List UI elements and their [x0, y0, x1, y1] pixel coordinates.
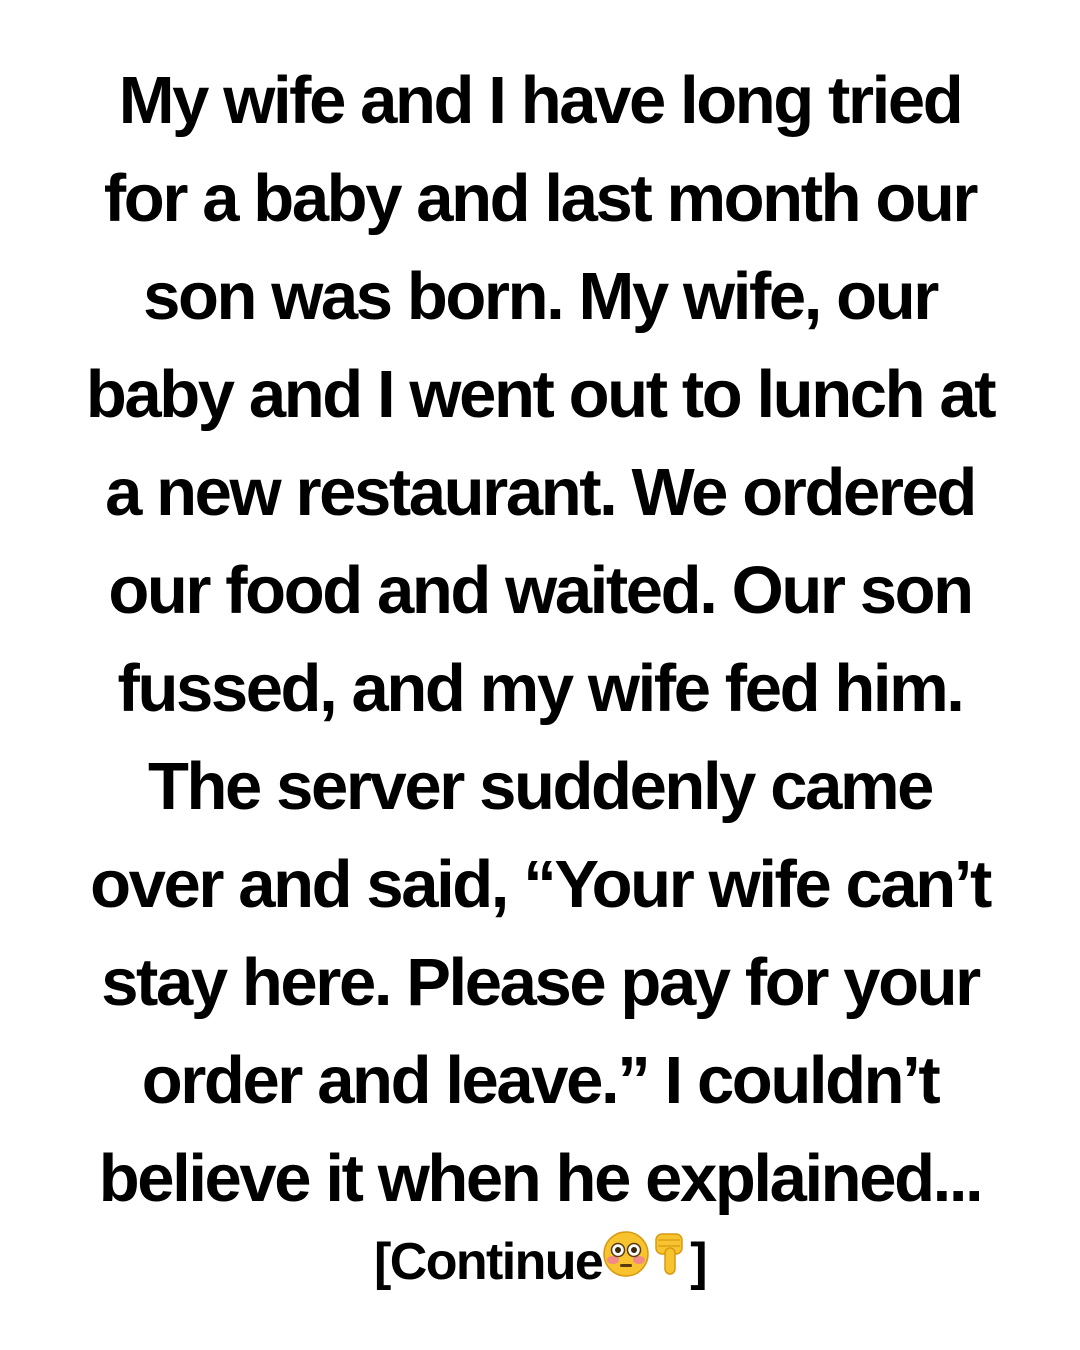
close-bracket: ]	[690, 1233, 706, 1291]
story-line: believe it when he explained...	[98, 1141, 982, 1216]
story-line: son was born. My wife, our	[143, 259, 937, 334]
continue-prompt[interactable]	[0, 1228, 1080, 1296]
story-line: baby and I went out to lunch at	[85, 357, 995, 432]
open-bracket: [	[374, 1233, 390, 1291]
flushed-face-emoji-icon	[602, 1227, 650, 1295]
story-line: for a baby and last month our	[103, 161, 977, 236]
continue-label: Continue	[389, 1233, 603, 1291]
story-line: fussed, and my wife fed him.	[117, 651, 963, 726]
story-line: stay here. Please pay for your	[101, 945, 979, 1020]
backhand-index-pointing-down-icon	[650, 1227, 690, 1295]
story-line: order and leave.” I couldn’t	[141, 1043, 939, 1118]
story-line: My wife and I have long tried	[118, 63, 962, 138]
story-line: over and said, “Your wife can’t	[90, 847, 990, 922]
story-text	[40, 52, 1040, 1228]
story-line: our food and waited. Our son	[108, 553, 972, 628]
story-line: a new restaurant. We ordered	[105, 455, 975, 530]
story-line: The server suddenly came	[147, 749, 933, 824]
